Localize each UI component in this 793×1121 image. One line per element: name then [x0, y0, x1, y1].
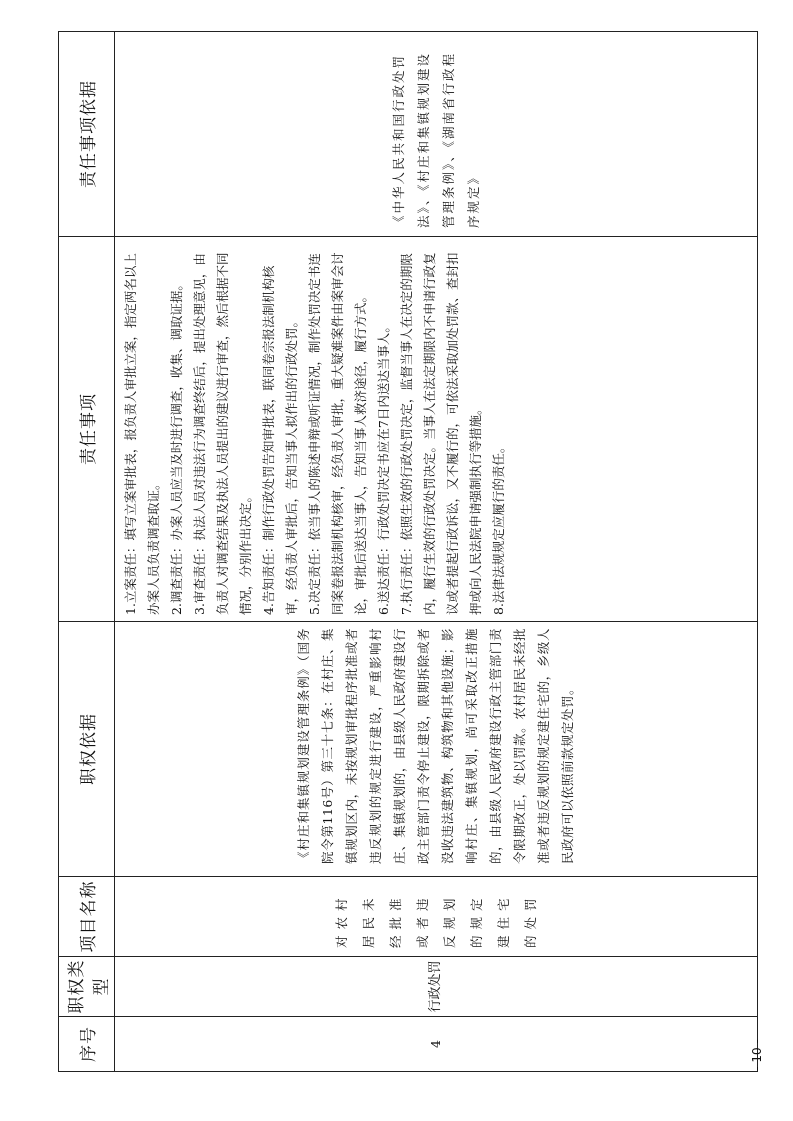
duty-item: 2.调查责任：办案人员应当及时进行调查，收集、调取证据。: [169, 278, 184, 615]
authority-table: [58, 31, 758, 1072]
duty-item: 8.法律法规规定应履行的责任。: [491, 440, 506, 615]
duty-item: 5.决定责任：依当事人的陈述申辩或听证情况，制作处罚决定书连同案卷报法制机构核审，经负责人审批，重大疑难案件由案审会讨论，审批后送达当事人，告知当事人救济途径，履行方式。: [307, 252, 368, 615]
cell-type: 行政处罚: [115, 957, 758, 1017]
duty-item: 4.告知责任：制作行政处罚告知审批表，联同卷宗报法制机构核审，经负责人审批后，告知当事人拟作出的行政处罚。: [261, 265, 299, 615]
cell-seq: 4: [115, 1017, 758, 1072]
duty-item: 1.立案责任：填写立案审批表，报负责人审批立案，指定两名以上办案人员负责调查取证。: [123, 253, 161, 615]
cell-basis: 《村庄和集镇规划建设管理条例》（国务院令第116号）第三十七条：在村庄、集镇规划区内，未按规划审批程序批准或者违反规划的规定进行建设，严重影响村庄、集镇规划的，由县级人民政府建设行政主管部门责令停止建设，限期拆除或者没收违法建筑物、构筑物和其他设施；影响村庄、集镇规划，尚可采取改正措施的，由县级人民政府建设行政主管部门责令限期改正，处以罚款。农村居民未经批准或者违反规划的规定建住宅的，乡级人民政府可以依照前款规定处罚。: [115, 622, 758, 877]
duty-item: 6.送达责任：行政处罚决定书应在7日内送达当事人。: [376, 320, 391, 615]
header-duty-basis: 责任事项依据: [59, 32, 115, 237]
duty-item: 3.审查责任：执法人员对违法行为调查终结后，提出处理意见，由负责人对调查结果及执法人员提出的建议进行审查，然后根据不同情况，分别作出决定。: [192, 252, 253, 615]
header-name: 项目名称: [59, 877, 115, 957]
header-duties: 责任事项: [59, 237, 115, 622]
table-row: [115, 32, 758, 1072]
header-basis: 职权依据: [59, 622, 115, 877]
rotated-table-wrapper: [58, 32, 758, 1072]
duty-item: 7.执行责任：依照生效的行政处罚决定，监督当事人在决定的期限内，履行生效的行政处罚决定。当事人在法定期限内不申请行政复议或者提起行政诉讼，又不履行的，可依法采取加处罚款、查封扣押或向人民法院申请强制执行等措施。: [399, 252, 483, 615]
table-header-row: [59, 32, 115, 1072]
header-type: 职权类型: [59, 957, 115, 1017]
cell-duty-basis: 《中华人民共和国行政处罚法》、《村庄和集镇规划建设管理条例》、《湖南省行政程序规定》: [115, 32, 758, 237]
page-number: - 10 -: [750, 1039, 764, 1071]
cell-name: 对农村居民未经批准或者违反规划的规定建住宅的处罚: [115, 877, 758, 957]
header-seq: 序号: [59, 1017, 115, 1072]
cell-duties: [115, 237, 758, 622]
